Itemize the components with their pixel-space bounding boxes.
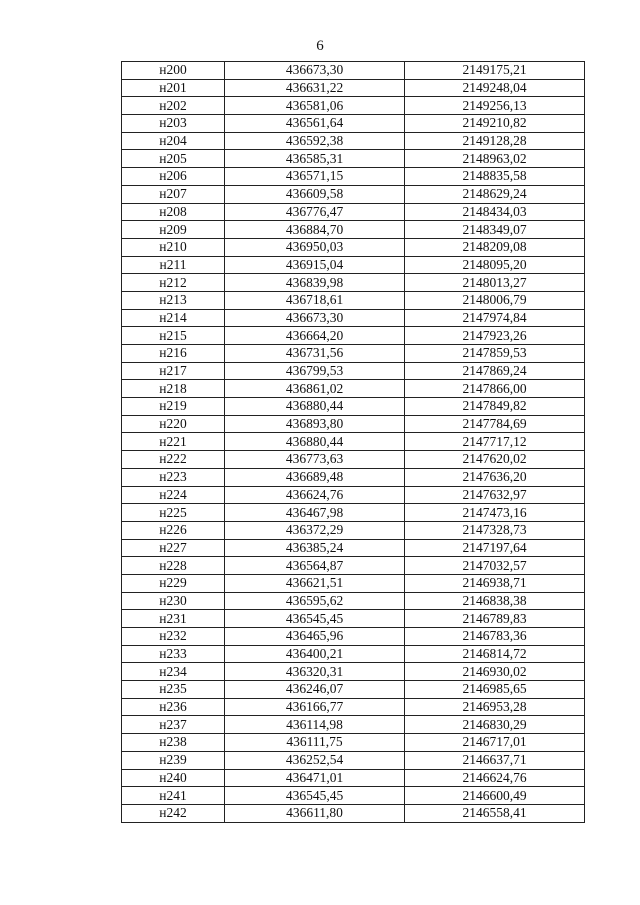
y-coordinate-cell: 2148013,27 (405, 274, 585, 292)
y-coordinate-cell: 2147849,82 (405, 398, 585, 416)
page-number: 6 (316, 38, 324, 54)
point-id-cell: н210 (122, 238, 225, 256)
x-coordinate-cell: 436611,80 (225, 804, 405, 822)
y-coordinate-cell: 2147032,57 (405, 557, 585, 575)
y-coordinate-cell: 2147620,02 (405, 451, 585, 469)
table-row (122, 751, 585, 769)
x-coordinate-cell: 436915,04 (225, 256, 405, 274)
table-row (122, 327, 585, 345)
point-id-cell: н230 (122, 592, 225, 610)
x-coordinate-cell: 436467,98 (225, 504, 405, 522)
table-row (122, 734, 585, 752)
y-coordinate-cell: 2146600,49 (405, 787, 585, 805)
x-coordinate-cell: 436689,48 (225, 468, 405, 486)
y-coordinate-cell: 2147717,12 (405, 433, 585, 451)
table-row (122, 185, 585, 203)
point-id-cell: н224 (122, 486, 225, 504)
coordinates-table-body (122, 62, 585, 823)
point-id-cell: н219 (122, 398, 225, 416)
point-id-cell: н206 (122, 168, 225, 186)
point-id-cell: н213 (122, 291, 225, 309)
table-row (122, 716, 585, 734)
point-id-cell: н215 (122, 327, 225, 345)
point-id-cell: н237 (122, 716, 225, 734)
x-coordinate-cell: 436581,06 (225, 97, 405, 115)
table-row (122, 468, 585, 486)
table-row (122, 769, 585, 787)
y-coordinate-cell: 2146637,71 (405, 751, 585, 769)
table-row (122, 539, 585, 557)
point-id-cell: н239 (122, 751, 225, 769)
x-coordinate-cell: 436385,24 (225, 539, 405, 557)
y-coordinate-cell: 2147473,16 (405, 504, 585, 522)
table-row (122, 238, 585, 256)
y-coordinate-cell: 2146953,28 (405, 698, 585, 716)
table-row (122, 521, 585, 539)
table-row (122, 62, 585, 80)
x-coordinate-cell: 436624,76 (225, 486, 405, 504)
table-row (122, 486, 585, 504)
table-row (122, 610, 585, 628)
table-row (122, 433, 585, 451)
x-coordinate-cell: 436950,03 (225, 238, 405, 256)
x-coordinate-cell: 436621,51 (225, 574, 405, 592)
table-row (122, 398, 585, 416)
table-row (122, 681, 585, 699)
point-id-cell: н223 (122, 468, 225, 486)
point-id-cell: н231 (122, 610, 225, 628)
table-row (122, 628, 585, 646)
table-row (122, 221, 585, 239)
y-coordinate-cell: 2146814,72 (405, 645, 585, 663)
point-id-cell: н201 (122, 79, 225, 97)
point-id-cell: н204 (122, 132, 225, 150)
point-id-cell: н205 (122, 150, 225, 168)
x-coordinate-cell: 436880,44 (225, 433, 405, 451)
point-id-cell: н229 (122, 574, 225, 592)
table-row (122, 362, 585, 380)
x-coordinate-cell: 436893,80 (225, 415, 405, 433)
y-coordinate-cell: 2147632,97 (405, 486, 585, 504)
x-coordinate-cell: 436631,22 (225, 79, 405, 97)
x-coordinate-cell: 436561,64 (225, 115, 405, 133)
x-coordinate-cell: 436571,15 (225, 168, 405, 186)
y-coordinate-cell: 2147859,53 (405, 345, 585, 363)
table-row (122, 787, 585, 805)
y-coordinate-cell: 2147866,00 (405, 380, 585, 398)
y-coordinate-cell: 2146624,76 (405, 769, 585, 787)
y-coordinate-cell: 2146783,36 (405, 628, 585, 646)
point-id-cell: н241 (122, 787, 225, 805)
point-id-cell: н202 (122, 97, 225, 115)
y-coordinate-cell: 2147784,69 (405, 415, 585, 433)
x-coordinate-cell: 436592,38 (225, 132, 405, 150)
point-id-cell: н222 (122, 451, 225, 469)
x-coordinate-cell: 436400,21 (225, 645, 405, 663)
point-id-cell: н214 (122, 309, 225, 327)
x-coordinate-cell: 436861,02 (225, 380, 405, 398)
x-coordinate-cell: 436776,47 (225, 203, 405, 221)
x-coordinate-cell: 436372,29 (225, 521, 405, 539)
point-id-cell: н203 (122, 115, 225, 133)
y-coordinate-cell: 2148209,08 (405, 238, 585, 256)
y-coordinate-cell: 2148095,20 (405, 256, 585, 274)
x-coordinate-cell: 436664,20 (225, 327, 405, 345)
x-coordinate-cell: 436564,87 (225, 557, 405, 575)
x-coordinate-cell: 436166,77 (225, 698, 405, 716)
y-coordinate-cell: 2148963,02 (405, 150, 585, 168)
x-coordinate-cell: 436320,31 (225, 663, 405, 681)
table-row (122, 804, 585, 822)
y-coordinate-cell: 2147636,20 (405, 468, 585, 486)
point-id-cell: н217 (122, 362, 225, 380)
point-id-cell: н208 (122, 203, 225, 221)
table-row (122, 504, 585, 522)
x-coordinate-cell: 436839,98 (225, 274, 405, 292)
x-coordinate-cell: 436585,31 (225, 150, 405, 168)
y-coordinate-cell: 2148006,79 (405, 291, 585, 309)
table-row (122, 592, 585, 610)
point-id-cell: н242 (122, 804, 225, 822)
point-id-cell: н234 (122, 663, 225, 681)
table-row (122, 309, 585, 327)
table-row (122, 115, 585, 133)
point-id-cell: н221 (122, 433, 225, 451)
point-id-cell: н225 (122, 504, 225, 522)
table-row (122, 663, 585, 681)
x-coordinate-cell: 436731,56 (225, 345, 405, 363)
x-coordinate-cell: 436673,30 (225, 309, 405, 327)
table-row (122, 97, 585, 115)
x-coordinate-cell: 436246,07 (225, 681, 405, 699)
table-row (122, 557, 585, 575)
table-row (122, 256, 585, 274)
table-row (122, 451, 585, 469)
x-coordinate-cell: 436545,45 (225, 610, 405, 628)
x-coordinate-cell: 436773,63 (225, 451, 405, 469)
y-coordinate-cell: 2146558,41 (405, 804, 585, 822)
y-coordinate-cell: 2147869,24 (405, 362, 585, 380)
y-coordinate-cell: 2146930,02 (405, 663, 585, 681)
y-coordinate-cell: 2147974,84 (405, 309, 585, 327)
table-row (122, 415, 585, 433)
x-coordinate-cell: 436545,45 (225, 787, 405, 805)
y-coordinate-cell: 2146985,65 (405, 681, 585, 699)
table-row (122, 132, 585, 150)
y-coordinate-cell: 2149256,13 (405, 97, 585, 115)
table-row (122, 698, 585, 716)
y-coordinate-cell: 2148629,24 (405, 185, 585, 203)
point-id-cell: н220 (122, 415, 225, 433)
table-row (122, 150, 585, 168)
y-coordinate-cell: 2146830,29 (405, 716, 585, 734)
table-row (122, 274, 585, 292)
y-coordinate-cell: 2149175,21 (405, 62, 585, 80)
y-coordinate-cell: 2149248,04 (405, 79, 585, 97)
point-id-cell: н233 (122, 645, 225, 663)
table-row (122, 291, 585, 309)
coordinates-table (121, 61, 585, 823)
table-row (122, 380, 585, 398)
y-coordinate-cell: 2148434,03 (405, 203, 585, 221)
y-coordinate-cell: 2147197,64 (405, 539, 585, 557)
table-row (122, 345, 585, 363)
table-row (122, 168, 585, 186)
x-coordinate-cell: 436114,98 (225, 716, 405, 734)
x-coordinate-cell: 436880,44 (225, 398, 405, 416)
point-id-cell: н226 (122, 521, 225, 539)
x-coordinate-cell: 436799,53 (225, 362, 405, 380)
x-coordinate-cell: 436673,30 (225, 62, 405, 80)
point-id-cell: н209 (122, 221, 225, 239)
y-coordinate-cell: 2146717,01 (405, 734, 585, 752)
x-coordinate-cell: 436718,61 (225, 291, 405, 309)
point-id-cell: н211 (122, 256, 225, 274)
point-id-cell: н207 (122, 185, 225, 203)
y-coordinate-cell: 2147328,73 (405, 521, 585, 539)
point-id-cell: н218 (122, 380, 225, 398)
x-coordinate-cell: 436609,58 (225, 185, 405, 203)
y-coordinate-cell: 2148349,07 (405, 221, 585, 239)
point-id-cell: н232 (122, 628, 225, 646)
y-coordinate-cell: 2146938,71 (405, 574, 585, 592)
y-coordinate-cell: 2149210,82 (405, 115, 585, 133)
point-id-cell: н227 (122, 539, 225, 557)
point-id-cell: н240 (122, 769, 225, 787)
table-row (122, 645, 585, 663)
point-id-cell: н235 (122, 681, 225, 699)
x-coordinate-cell: 436884,70 (225, 221, 405, 239)
table-row (122, 79, 585, 97)
x-coordinate-cell: 436595,62 (225, 592, 405, 610)
x-coordinate-cell: 436111,75 (225, 734, 405, 752)
y-coordinate-cell: 2146789,83 (405, 610, 585, 628)
y-coordinate-cell: 2148835,58 (405, 168, 585, 186)
y-coordinate-cell: 2149128,28 (405, 132, 585, 150)
point-id-cell: н212 (122, 274, 225, 292)
point-id-cell: н216 (122, 345, 225, 363)
x-coordinate-cell: 436465,96 (225, 628, 405, 646)
y-coordinate-cell: 2146838,38 (405, 592, 585, 610)
table-row (122, 203, 585, 221)
point-id-cell: н228 (122, 557, 225, 575)
point-id-cell: н236 (122, 698, 225, 716)
point-id-cell: н200 (122, 62, 225, 80)
point-id-cell: н238 (122, 734, 225, 752)
table-row (122, 574, 585, 592)
x-coordinate-cell: 436471,01 (225, 769, 405, 787)
x-coordinate-cell: 436252,54 (225, 751, 405, 769)
y-coordinate-cell: 2147923,26 (405, 327, 585, 345)
